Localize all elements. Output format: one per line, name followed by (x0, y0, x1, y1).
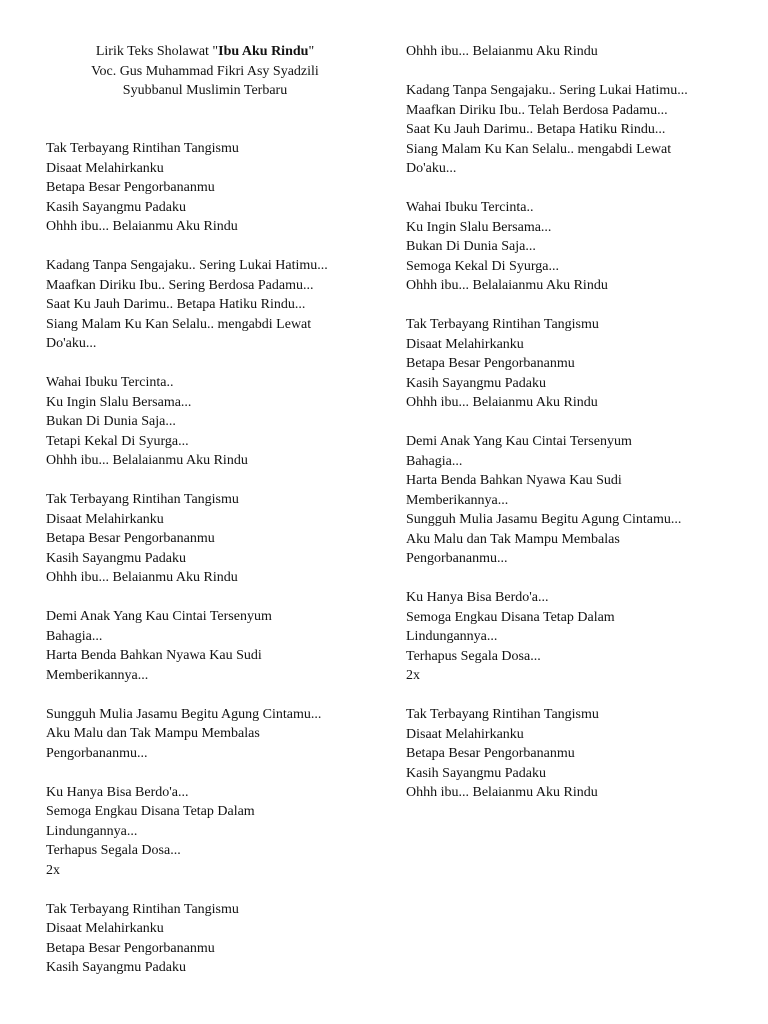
lyric-line: Kasih Sayangmu Padaku (46, 960, 186, 975)
lyric-stanza (46, 900, 376, 978)
lyric-line: Betapa Besar Pengorbananmu (46, 940, 215, 956)
lyric-line: Ohhh ibu... Belaianmu Aku Rindu (406, 44, 598, 59)
group-credit: Syubbanul Muslimin Terbaru (122, 83, 288, 98)
lyric-line: Do'aku... (46, 336, 97, 351)
lyric-line: Demi Anak Yang Kau Cintai Tersenyum (406, 434, 632, 449)
lyric-line: Betapa Besar Pengorbananmu (46, 531, 215, 546)
document-header (46, 42, 364, 101)
lyric-stanza (406, 81, 746, 179)
lyric-line: Semoga Engkau Disana Tetap Dalam (406, 609, 615, 625)
lyric-line: Aku Malu dan Tak Mampu Membalas (406, 531, 620, 547)
lyric-line: Sungguh Mulia Jasamu Begitu Agung Cintamu... (46, 706, 322, 722)
lyric-line: Pengorbananmu... (406, 551, 508, 566)
vocalist-credit: Voc. Gus Muhammad Fikri Asy Syadzili (91, 63, 319, 79)
left-lyrics-column (46, 139, 376, 997)
lyric-line: Kasih Sayangmu Padaku (406, 375, 546, 391)
lyric-stanza (406, 705, 746, 803)
lyric-line: 2x (46, 862, 60, 878)
lyric-stanza (46, 256, 376, 354)
lyric-line: Disaat Melahirkanku (406, 336, 524, 352)
lyric-line: Bukan Di Dunia Saja... (406, 239, 536, 254)
lyric-line: Kadang Tanpa Sengajaku.. Sering Lukai Hatimu... (406, 83, 688, 98)
lyric-line: Memberikannya... (46, 667, 149, 683)
lyric-line: Harta Benda Bahkan Nyawa Kau Sudi (406, 473, 622, 488)
lyric-line: Wahai Ibuku Tercinta.. (406, 200, 534, 215)
lyric-stanza (46, 139, 376, 237)
lyric-line: Lindungannya... (46, 823, 138, 839)
lyric-line: Ohhh ibu... Belaianmu Aku Rindu (406, 785, 598, 800)
lyric-line: Disaat Melahirkanku (46, 160, 164, 176)
lyric-stanza (406, 588, 746, 686)
lyric-line: Ohhh ibu... Belaianmu Aku Rindu (46, 570, 238, 585)
lyric-line: 2x (406, 668, 420, 683)
document-title: Lirik Teks Sholawat "Ibu Aku Rindu" (95, 44, 315, 59)
lyric-stanza (406, 42, 746, 62)
lyric-line: Kasih Sayangmu Padaku (406, 765, 546, 781)
lyric-line: Ku Ingin Slalu Bersama... (46, 394, 192, 410)
lyric-line: Saat Ku Jauh Darimu.. Betapa Hatiku Rindu... (46, 297, 306, 312)
lyric-line: Lindungannya... (406, 629, 498, 644)
lyric-stanza (406, 315, 746, 413)
lyric-line: Maafkan Diriku Ibu.. Telah Berdosa Padamu... (406, 102, 668, 118)
right-lyrics-column (406, 42, 746, 822)
lyric-line: Kadang Tanpa Sengajaku.. Sering Lukai Hatimu... (46, 258, 328, 273)
lyric-line: Ku Hanya Bisa Berdo'a... (406, 590, 549, 605)
lyric-line: Maafkan Diriku Ibu.. Sering Berdosa Padamu... (46, 277, 314, 293)
lyric-line: Semoga Engkau Disana Tetap Dalam (46, 804, 255, 819)
lyric-stanza (46, 607, 376, 685)
lyric-line: Aku Malu dan Tak Mampu Membalas (46, 726, 260, 741)
lyric-line: Ohhh ibu... Belalaianmu Aku Rindu (46, 453, 248, 468)
lyric-line: Siang Malam Ku Kan Selalu.. mengabdi Lewat (406, 141, 672, 157)
lyric-line: Harta Benda Bahkan Nyawa Kau Sudi (46, 648, 262, 663)
lyric-line: Memberikannya... (406, 492, 509, 508)
lyric-line: Kasih Sayangmu Padaku (46, 199, 186, 215)
lyric-line: Betapa Besar Pengorbananmu (46, 180, 215, 195)
lyric-line: Pengorbananmu... (46, 745, 148, 761)
lyric-line: Ohhh ibu... Belalaianmu Aku Rindu (406, 278, 608, 293)
lyric-stanza (46, 373, 376, 471)
lyric-line: Bahagia... (46, 628, 103, 644)
lyric-line: Kasih Sayangmu Padaku (46, 550, 186, 566)
lyric-stanza (406, 432, 746, 569)
lyric-line: Semoga Kekal Di Syurga... (406, 258, 559, 274)
lyric-line: Wahai Ibuku Tercinta.. (46, 375, 174, 390)
lyric-line: Tak Terbayang Rintihan Tangismu (46, 141, 239, 156)
song-title: Ibu Aku Rindu (218, 44, 309, 59)
lyric-line: Ohhh ibu... Belaianmu Aku Rindu (406, 395, 598, 410)
lyric-line: Disaat Melahirkanku (46, 511, 164, 527)
lyric-line: Ku Hanya Bisa Berdo'a... (46, 784, 189, 800)
lyric-line: Bukan Di Dunia Saja... (46, 414, 176, 429)
lyric-line: Terhapus Segala Dosa... (46, 843, 181, 858)
lyric-line: Sungguh Mulia Jasamu Begitu Agung Cintamu... (406, 512, 682, 527)
lyric-line: Tak Terbayang Rintihan Tangismu (46, 492, 239, 507)
lyric-stanza (46, 705, 376, 764)
lyric-stanza (46, 783, 376, 881)
lyric-line: Saat Ku Jauh Darimu.. Betapa Hatiku Rindu... (406, 122, 666, 137)
lyric-line: Tetapi Kekal Di Syurga... (46, 433, 189, 449)
lyric-line: Betapa Besar Pengorbananmu (406, 746, 575, 761)
lyric-line: Do'aku... (406, 161, 457, 176)
lyric-line: Siang Malam Ku Kan Selalu.. mengabdi Lewat (46, 316, 312, 332)
lyric-line: Demi Anak Yang Kau Cintai Tersenyum (46, 609, 272, 624)
lyric-line: Disaat Melahirkanku (406, 726, 524, 742)
lyric-line: Disaat Melahirkanku (46, 921, 164, 936)
lyric-line: Betapa Besar Pengorbananmu (406, 356, 575, 371)
lyric-line: Bahagia... (406, 453, 463, 469)
lyric-stanza (406, 198, 746, 296)
lyric-line: Tak Terbayang Rintihan Tangismu (406, 707, 599, 722)
lyric-line: Terhapus Segala Dosa... (406, 648, 541, 664)
lyric-line: Tak Terbayang Rintihan Tangismu (406, 317, 599, 332)
lyric-line: Ku Ingin Slalu Bersama... (406, 219, 552, 235)
lyric-line: Ohhh ibu... Belaianmu Aku Rindu (46, 219, 238, 234)
lyric-line: Tak Terbayang Rintihan Tangismu (46, 901, 239, 917)
lyric-stanza (46, 490, 376, 588)
